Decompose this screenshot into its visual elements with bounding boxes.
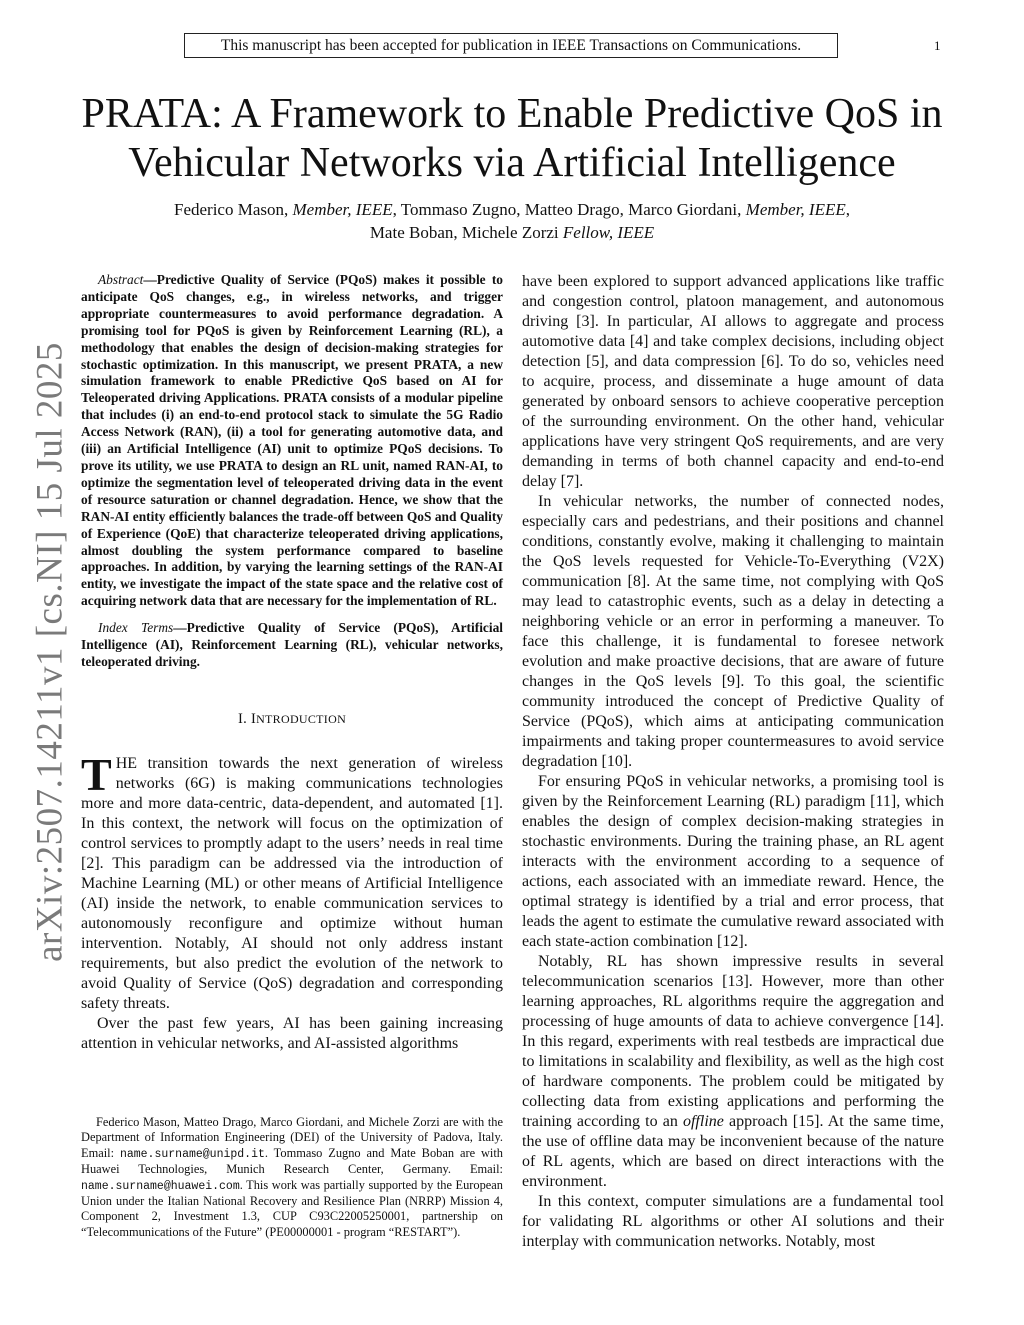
author-role: Member, IEEE: [745, 200, 846, 219]
paragraph-text: approach [15]. At the same time, the use of offline data may be inconvenient because of the nature of RL agents, which are based on direct interactions with the environment.: [522, 1113, 945, 1190]
index-terms: [81, 620, 503, 671]
section-title-rest: NTRODUCTION: [256, 711, 347, 726]
abstract-text: —Predictive Quality of Service (PQoS) makes it possible to anticipate QoS changes, e.g., in wireless networks, and trigger appropriate countermeasures to avoid performance degradation. A promising tool for PQoS is given by Reinforcement Learning (RL), a methodology that enables the design of decision-making strategies for stochastic optimization. In this manuscript, we present PRATA, a new simulation framework to enable PRedictive QoS based on AI for Teleoperated driving Applications. PRATA consists of a modular pipeline that includes (i) an end-to-end protocol stack to simulate the 5G Radio Access Network (RAN), (ii) a tool for generating automotive data, and (iii) an Artificial Intelligence (AI) unit to optimize PQoS decisions. To prove its utility, we use PRATA to design an RL unit, named RAN-AI, to optimize the segmentation level of teleoperated driving data in the event of resource saturation or channel degradation. Hence, we show that the RAN-AI entity efficiently balances the trade-off between QoS and Quality of Experience (QoE) that characterize teleoperated driving applications, almost doubling the system performance compared to baseline approaches. In addition, by varying the learning settings of the RAN-AI entity, we investigate the impact of the state space and the relative cost of acquiring network data that are necessary for the implementation of RL.: [81, 272, 503, 609]
drop-cap: T: [81, 748, 112, 800]
author-segment: ,: [845, 200, 850, 219]
arxiv-identifier: arXiv:2507.14211v1 [cs.NI] 15 Jul 2025: [29, 342, 71, 962]
author-list: [80, 198, 944, 244]
right-paragraph-5: In this context, computer simulations are a fundamental tool for validating RL algorithms or other AI solutions and their interplay with communication networks. Notably, most: [522, 1193, 944, 1250]
acceptance-banner: This manuscript has been accepted for publication in IEEE Transactions on Communications.: [184, 33, 838, 58]
email-address: name.surname@huawei.com: [81, 1179, 240, 1193]
intro-paragraph-2: Over the past few years, AI has been gaining increasing attention in vehicular networks, and AI-assisted algorithms: [81, 1014, 503, 1052]
right-paragraph-3: For ensuring PQoS in vehicular networks, a promising tool is given by the Reinforcement Learning (RL) paradigm [11], which enables the design of complex decision-making strategies in stochastic environments. During the training phase, an RL agent interacts with the environment according to a sequence of actions, each associated with an immediate reward. Hence, the optimal strategy is identified by a trial and error process, that leads the agent to estimate the cumulative reward associated with each state-action combination [12].: [522, 773, 944, 950]
paper-title: PRATA: A Framework to Enable Predictive QoS in Vehicular Networks via Artificial Intelligence: [81, 91, 943, 186]
right-paragraph-4: [522, 952, 944, 1192]
index-terms-label: Index Terms: [98, 620, 174, 636]
author-segment: Federico Mason,: [174, 200, 293, 219]
abstract-label: Abstract: [98, 272, 144, 287]
email-address: name.surname@unipd.it: [119, 1147, 265, 1161]
footnote-text: . Tommaso Zugno and Mate Boban are with Huawei Technologies, Munich Research Center, Germany. Email:: [81, 1145, 504, 1177]
left-column: [81, 272, 503, 1054]
page-number: 1: [934, 38, 941, 53]
intro-paragraph-1: [81, 748, 503, 1014]
author-segment: , Tommaso Zugno, Matteo Drago, Marco Giordani,: [392, 200, 746, 219]
author-segment: Mate Boban, Michele Zorzi: [369, 223, 563, 242]
footnote-text: Federico Mason, Matteo Drago, Marco Giordani, and Michele Zorzi are with the Department of Information Engineering (DEI) of the University of Padova, Italy. Email:: [81, 1115, 503, 1160]
affiliation-footnote: [81, 1115, 503, 1240]
author-role: Member, IEEE: [292, 200, 393, 219]
section-numeral: I.: [237, 710, 251, 727]
footnote-text: . This work was partially supported by the European Union under the Italian National Recovery and Resilience Plan (NRRP) Mission 4, Component 2, Investment 1.3, CUP C93C22005250001, partnership on “Telecommunications of the Future” (PE00000001 - program “RESTART”).: [81, 1177, 503, 1239]
right-column: [522, 272, 944, 1252]
paragraph-text: HE transition towards the next generation of wireless networks (6G) is making communications technologies more and more data-centric, data-dependent, and automated [1]. In this context, the network will focus on the optimization of control services to promptly adapt to the users’ needs in real time [2]. This paradigm can be addressed via the introduction of Machine Learning (ML) or other means of Artificial Intelligence (AI) inside the network, to enable communication services to autonomously reconfigure and optimize without human intervention. Notably, AI should not only address instant requirements, but also predict the evolution of the network to avoid Quality of Service (QoS) degradation and corresponding safety threats.: [81, 754, 503, 1012]
index-terms-text: —Predictive Quality of Service (PQoS), Artificial Intelligence (AI), Reinforcement Learning (RL), vehicular networks, teleoperated driving.: [81, 620, 503, 669]
section-first-letter: I: [250, 710, 257, 727]
author-role: Fellow, IEEE: [562, 223, 655, 242]
emphasis-text: offline: [682, 1113, 724, 1130]
right-paragraph-1: have been explored to support advanced applications like traffic and congestion control, platoon management, and autonomous driving [3]. In particular, AI allows to aggregate and process automotive data [4] and take complex decisions, including object detection [5], and data compression [6]. To do so, vehicles need to acquire, process, and disseminate a huge amount of data generated by onboard sensors to achieve cooperative perception of the surrounding environment. On the other hand, vehicular applications have very stringent QoS requirements, and are very demanding in terms of both channel capacity and end-to-end delay [7].: [522, 273, 944, 490]
right-paragraph-2: In vehicular networks, the number of connected nodes, especially cars and pedestrians, and their positions and channel conditions, constantly evolve, making it challenging to maintain the QoS levels requested for Vehicle-To-Everything (V2X) communication [8]. At the same time, not complying with QoS may lead to catastrophic events, such as a delay in detecting a neighboring vehicle or an error in performing a maneuver. To face this challenge, it is fundamental to foresee network evolution and make proactive decisions, that are aware of future changes in the QoS levels [9]. To this goal, the scientific community introduced the concept of Predictive Quality of Service (PQoS), which aims at anticipating communication impairments and taking proper countermeasures to avoid service degradation [10].: [522, 493, 944, 770]
section-heading-introduction: [81, 711, 503, 728]
paragraph-text: Notably, RL has shown impressive results in several telecommunication scenarios [13]. However, more than other learning approaches, RL algorithms require the aggregation and processing of huge amounts of data to achieve convergence [14]. In this regard, experiments with real testbeds are impractical due to limitations in scalability and flexibility, as well as the high cost of hardware components. The problem could be mitigated by collecting data from existing applications and performing the training according to an: [522, 953, 944, 1130]
abstract: [81, 272, 503, 610]
